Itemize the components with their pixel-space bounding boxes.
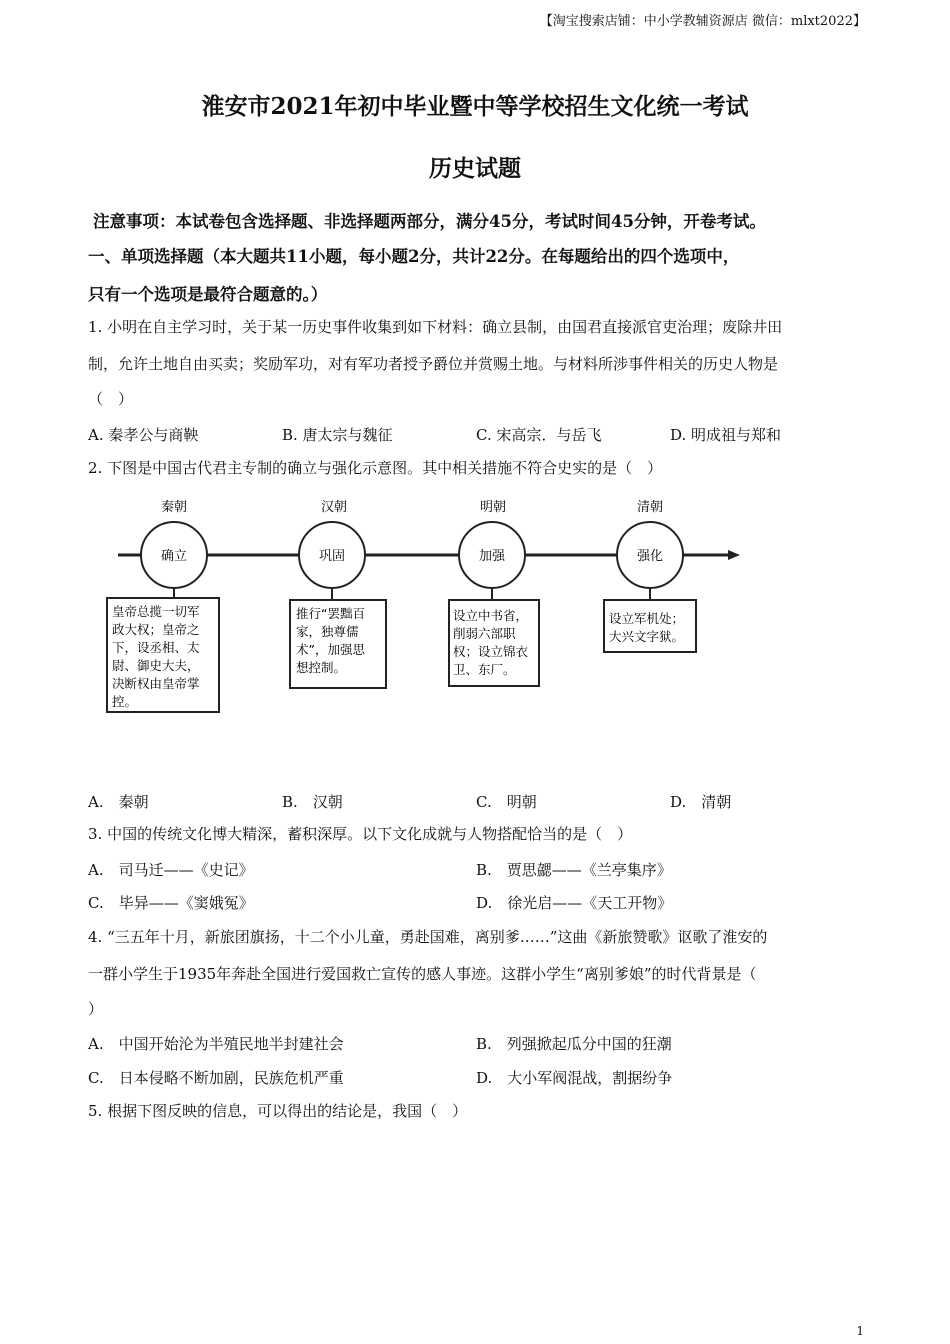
q4-option-b[interactable]: B. 列强掀起瓜分中国的狂潮 [476, 1035, 672, 1053]
header-note: 【淘宝搜索店铺：中小学教辅资源店 微信：mlxt2022】 [539, 14, 866, 29]
q1-blank: （ ） [88, 390, 134, 408]
q4-option-d[interactable]: D. 大小军阀混战，割据纷争 [476, 1069, 673, 1087]
timeline-arrowhead [728, 550, 740, 560]
stage-label-han: 巩固 [318, 549, 346, 564]
stage-label-qin: 确立 [160, 549, 188, 564]
box-qin-line: 下，设丞相、太 [112, 640, 200, 655]
box-qin-line: 政大权；皇帝之 [112, 622, 200, 637]
q1-option-c[interactable]: C. 宋高宗．与岳飞 [476, 426, 602, 444]
section-1-heading: 一、单项选择题（本大题共11小题，每小题2分，共计22分。在每题给出的四个选项中， [88, 247, 740, 266]
section-1-heading-cont: 只有一个选项是最符合题意的。） [88, 285, 328, 304]
box-qin-line: 尉、御史大夫， [112, 658, 200, 673]
stage-label-ming: 加强 [478, 549, 506, 564]
q2-option-c[interactable]: C. 明朝 [476, 793, 537, 811]
box-ming-line: 权；设立锦衣 [453, 644, 529, 659]
box-qin-line: 决断权由皇帝掌 [112, 676, 200, 691]
measure-box-qing [604, 600, 696, 652]
q4-stem: 4. “三五年十月，新旅团旗扬，十二个小儿童，勇赴国难，离别爹……”这曲《新旅赞歌》讴歌了淮安的 [88, 928, 768, 946]
dynasty-label-qing: 清朝 [636, 500, 664, 515]
box-qin-line: 皇帝总揽一切军 [112, 604, 200, 619]
dynasty-label-qin: 秦朝 [160, 500, 188, 515]
q2-option-a[interactable]: A. 秦朝 [88, 793, 149, 811]
box-ming-line: 设立中书省， [453, 608, 529, 623]
q3-option-c[interactable]: C. 毕异——《窦娥冤》 [88, 894, 254, 912]
q1-stem-cont: 制，允许土地自由买卖；奖励军功，对有军功者授予爵位并赏赐土地。与材料所涉事件相关的历史人物是 [88, 355, 779, 373]
q3-option-b[interactable]: B. 贾思勰——《兰亭集序》 [476, 861, 672, 879]
q1-option-d[interactable]: D. 明成祖与郑和 [670, 426, 782, 444]
box-han-line: 推行“罢黜百 [296, 606, 365, 621]
box-han-line: 术”，加强思 [296, 642, 365, 657]
box-qing-line: 大兴文字狱。 [609, 629, 685, 644]
q4-option-c[interactable]: C. 日本侵略不断加剧，民族危机严重 [88, 1069, 344, 1087]
q3-stem: 3. 中国的传统文化博大精深，蓄积深厚。以下文化成就与人物搭配恰当的是（ ） [88, 825, 633, 843]
q2-stem: 2. 下图是中国古代君主专制的确立与强化示意图。其中相关措施不符合史实的是（ ） [88, 459, 663, 477]
box-han-line: 想控制。 [296, 660, 347, 675]
stage-label-qing: 强化 [636, 549, 664, 564]
q2-option-d[interactable]: D. 清朝 [670, 793, 732, 811]
q4-blank: ） [88, 1000, 104, 1018]
box-qin-line: 控。 [112, 694, 138, 709]
q3-option-a[interactable]: A. 司马迁——《史记》 [88, 861, 254, 879]
box-han-line: 家，独尊儒 [296, 624, 359, 639]
dynasty-label-han: 汉朝 [320, 500, 348, 515]
q4-option-a[interactable]: A. 中国开始沦为半殖民地半封建社会 [88, 1035, 344, 1053]
q1-option-a[interactable]: A. 秦孝公与商鞅 [88, 426, 199, 444]
notice: 注意事项：本试卷包含选择题、非选择题两部分，满分45分，考试时间45分钟，开卷考试。 [93, 212, 766, 231]
q1-option-b[interactable]: B. 唐太宗与魏征 [282, 426, 393, 444]
box-qing-line: 设立军机处； [609, 611, 685, 626]
q1-stem: 1. 小明在自主学习时，关于某一历史事件收集到如下材料：确立县制，由国君直接派官吏治理；废除井田 [88, 318, 783, 336]
dynasty-label-ming: 明朝 [479, 500, 507, 515]
q2-option-b[interactable]: B. 汉朝 [282, 793, 343, 811]
box-ming-line: 削弱六部职 [453, 626, 516, 641]
box-ming-line: 卫、东厂。 [453, 662, 516, 677]
q4-stem-cont: 一群小学生于1935年奔赴全国进行爱国救亡宣传的感人事迹。这群小学生“离别爹娘”的时代背景是（ [88, 965, 757, 983]
q5-stem: 5. 根据下图反映的信息，可以得出的结论是，我国（ ） [88, 1102, 468, 1120]
exam-title: 淮安市2021年初中毕业暨中等学校招生文化统一考试 [201, 93, 749, 120]
exam-subtitle: 历史试题 [429, 155, 521, 182]
page-number: 1 [856, 1324, 864, 1338]
q3-option-d[interactable]: D. 徐光启——《天工开物》 [476, 894, 673, 912]
